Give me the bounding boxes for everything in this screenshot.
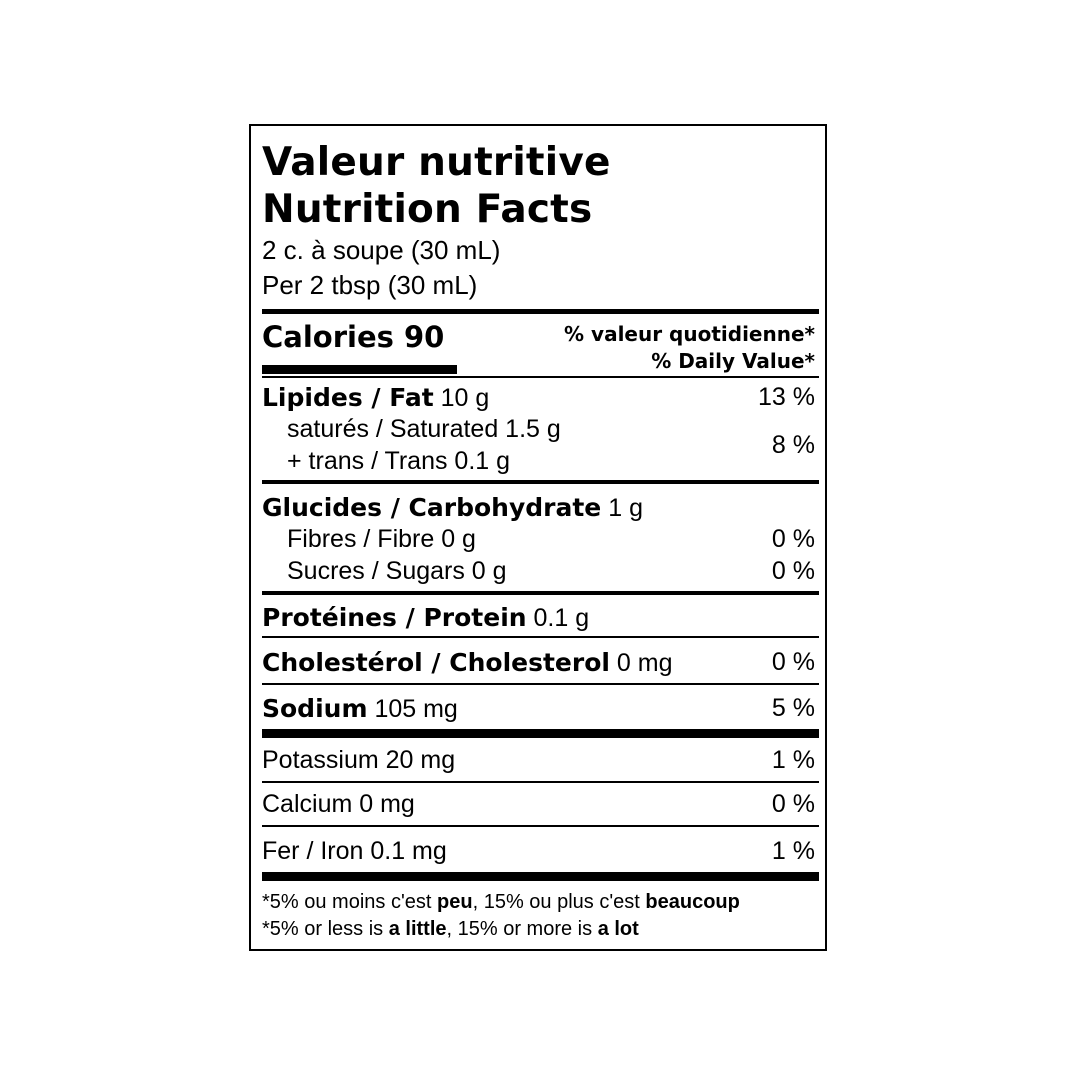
protein-row xyxy=(262,605,589,631)
sodium-daily-value: 5 % xyxy=(771,694,815,722)
calories-value: 90 xyxy=(404,320,445,354)
protein-amount: 0.1 g xyxy=(533,604,590,632)
potassium-row: Potassium 20 mg xyxy=(262,746,456,774)
fat-label: Lipides / Fat xyxy=(262,383,434,412)
divider-thin xyxy=(262,683,819,685)
saturated-trans-daily-value: 8 % xyxy=(771,431,815,459)
fibre-row: Fibres / Fibre 0 g xyxy=(287,525,476,553)
sodium-row xyxy=(262,696,458,722)
divider-thin xyxy=(262,376,819,378)
calories-row xyxy=(262,320,445,354)
iron-daily-value: 1 % xyxy=(771,837,815,865)
sugars-row: Sucres / Sugars 0 g xyxy=(287,557,507,585)
footnote-english: *5% or less is a little, 15% or more is a lot xyxy=(262,918,639,940)
carbohydrate-amount: 1 g xyxy=(608,494,643,522)
footnote-french: *5% ou moins c'est peu, 15% ou plus c'est beaucoup xyxy=(262,891,740,913)
divider-thick xyxy=(262,872,819,881)
calcium-daily-value: 0 % xyxy=(771,790,815,818)
sodium-label: Sodium xyxy=(262,694,368,723)
fat-amount: 10 g xyxy=(440,384,490,412)
divider-thick xyxy=(262,309,819,314)
cholesterol-label: Cholestérol / Cholesterol xyxy=(262,648,610,677)
divider-medium xyxy=(262,591,819,595)
sugars-daily-value: 0 % xyxy=(771,557,815,585)
iron-row: Fer / Iron 0.1 mg xyxy=(262,837,447,865)
calories-label: Calories xyxy=(262,320,394,354)
fibre-daily-value: 0 % xyxy=(771,525,815,553)
divider-medium xyxy=(262,480,819,484)
serving-size-english: Per 2 tbsp (30 mL) xyxy=(262,270,478,300)
divider-thin xyxy=(262,781,819,783)
protein-label: Protéines / Protein xyxy=(262,603,527,632)
daily-value-header-english: % Daily Value* xyxy=(651,349,815,373)
cholesterol-daily-value: 0 % xyxy=(771,648,815,676)
cholesterol-amount: 0 mg xyxy=(616,649,673,677)
potassium-daily-value: 1 % xyxy=(771,746,815,774)
fat-daily-value: 13 % xyxy=(758,383,815,411)
title-english: Nutrition Facts xyxy=(262,187,593,232)
saturated-fat-row: saturés / Saturated 1.5 g xyxy=(287,415,561,443)
divider-thin xyxy=(262,825,819,827)
nutrition-facts-table xyxy=(249,124,827,951)
title-french: Valeur nutritive xyxy=(262,140,611,185)
calories-underline xyxy=(262,365,457,374)
sodium-amount: 105 mg xyxy=(374,695,458,723)
fat-row xyxy=(262,385,489,411)
cholesterol-row xyxy=(262,650,673,676)
carbohydrate-label: Glucides / Carbohydrate xyxy=(262,493,602,522)
carbohydrate-row xyxy=(262,495,643,521)
serving-size-french: 2 c. à soupe (30 mL) xyxy=(262,235,501,265)
calcium-row: Calcium 0 mg xyxy=(262,790,415,818)
daily-value-header-french: % valeur quotidienne* xyxy=(564,322,815,346)
trans-fat-row: + trans / Trans 0.1 g xyxy=(287,447,511,475)
divider-thin xyxy=(262,636,819,638)
divider-thick xyxy=(262,729,819,738)
